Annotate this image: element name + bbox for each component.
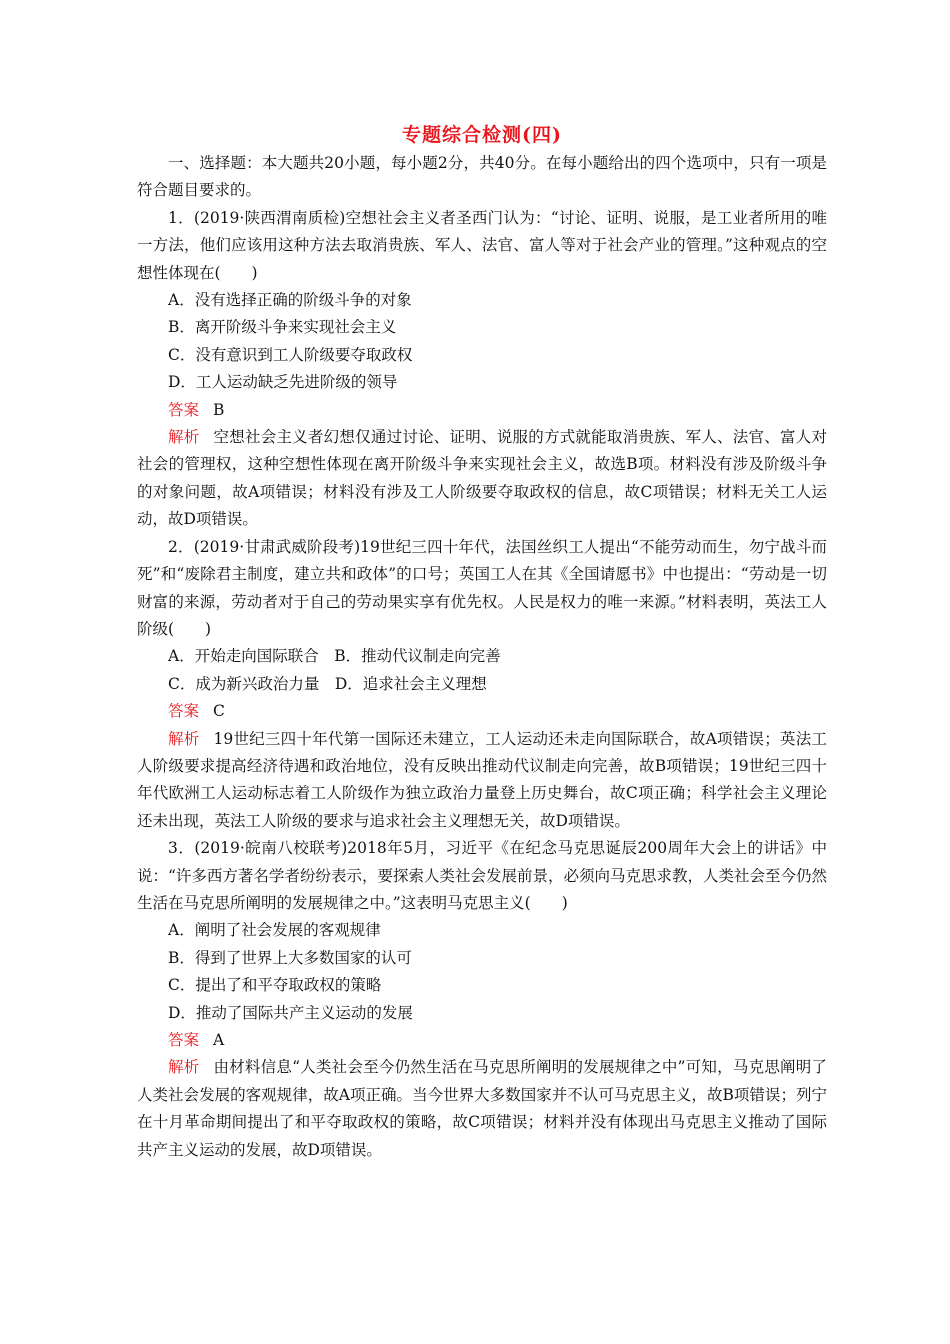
analysis-text: 由材料信息“人类社会至今仍然生活在马克思所阐明的发展规律之中”可知，马克思阐明了人类社会发展的客观规律，故A项正确。当今世界大多数国家并不认可马克思主义，故B项错误；列宁在十月革命期间提出了和平夺取政权的策略，故C项错误；材料并没有体现出马克思主义推动了国际共产主义运动的发展，故D项错误。	[137, 1058, 827, 1159]
question-3	[137, 835, 827, 1164]
analysis-text: 空想社会主义者幻想仅通过讨论、证明、说服的方式就能取消贵族、军人、法官、富人对社会的管理权，这种空想性体现在离开阶级斗争来实现社会主义，故选B项。材料没有涉及阶级斗争的对象问题，故A项错误；材料没有涉及工人阶级要夺取政权的信息，故C项错误；材料无关工人运动，故D项错误。	[137, 428, 827, 529]
page-title: 专题综合检测(四)	[402, 124, 562, 146]
question-stem: 3．(2019·皖南八校联考)2018年5月，习近平《在纪念马克思诞辰200周年大会上的讲话》中说：“许多西方著名学者纷纷表示，要探索人类社会发展前景，必须向马克思求教，人类社会至今仍然生活在马克思所阐明的发展规律之中。”这表明马克思主义( )	[137, 839, 827, 912]
analysis-label: 解析	[168, 1058, 200, 1077]
answer-line	[137, 698, 827, 725]
analysis-paragraph	[137, 424, 827, 534]
question-2	[137, 534, 827, 835]
option-c: C．没有意识到工人阶级要夺取政权	[168, 345, 413, 364]
document-page	[137, 122, 827, 1164]
option-d: D．工人运动缺乏先进阶级的领导	[168, 373, 398, 392]
option-a: A．阐明了社会发展的客观规律	[168, 921, 381, 940]
option-d: D．推动了国际共产主义运动的发展	[168, 1003, 413, 1022]
analysis-text: 19世纪三四十年代第一国际还未建立，工人运动还未走向国际联合，故A项错误；英法工人阶级要求提高经济待遇和政治地位，没有反映出推动代议制走向完善，故B项错误；19世纪三四十年代欧洲工人运动标志着工人阶级作为独立政治力量登上历史舞台，故C项正确；科学社会主义理论还未出现，英法工人阶级的要求与追求社会主义理想无关，故D项错误。	[137, 729, 827, 830]
analysis-label: 解析	[168, 428, 200, 447]
option-b: B．得到了世界上大多数国家的认可	[168, 948, 412, 967]
answer-label: 答案	[168, 400, 200, 419]
section-intro: 一、选择题：本大题共20小题，每小题2分，共40分。在每小题给出的四个选项中，只有一项是符合题目要求的。	[137, 154, 827, 200]
answer-value: A	[213, 1031, 225, 1049]
option-a: A．没有选择正确的阶级斗争的对象	[168, 291, 412, 310]
question-1	[137, 205, 827, 534]
option-b: B．离开阶级斗争来实现社会主义	[168, 318, 397, 337]
answer-label: 答案	[168, 1031, 200, 1049]
answer-line	[137, 397, 827, 424]
option-row-cd: C．成为新兴政治力量 D．追求社会主义理想	[168, 674, 487, 693]
question-stem: 2．(2019·甘肃武威阶段考)19世纪三四十年代，法国丝织工人提出“不能劳动而生，勿宁战斗而死”和“废除君主制度，建立共和政体”的口号；英国工人在其《全国请愿书》中也提出：“劳动是一切财富的来源，劳动者对于自己的劳动果实享有优先权。人民是权力的唯一来源。”材料表明，英法工人阶级( )	[137, 537, 827, 638]
option-row-ab: A．开始走向国际联合 B．推动代议制走向完善	[168, 647, 501, 666]
question-stem: 1．(2019·陕西渭南质检)空想社会主义者圣西门认为：“讨论、证明、说服，是工业者所用的唯一方法，他们应该用这种方法去取消贵族、军人、法官、富人等对于社会产业的管理。”这种观点的空想性体现在( )	[137, 208, 827, 282]
option-c: C．提出了和平夺取政权的策略	[168, 976, 382, 995]
analysis-paragraph	[137, 1054, 827, 1164]
answer-value: B	[213, 400, 225, 419]
answer-label: 答案	[168, 702, 200, 721]
answer-line	[137, 1027, 827, 1054]
analysis-paragraph	[137, 726, 827, 836]
answer-value: C	[213, 702, 225, 721]
analysis-label: 解析	[168, 729, 200, 748]
